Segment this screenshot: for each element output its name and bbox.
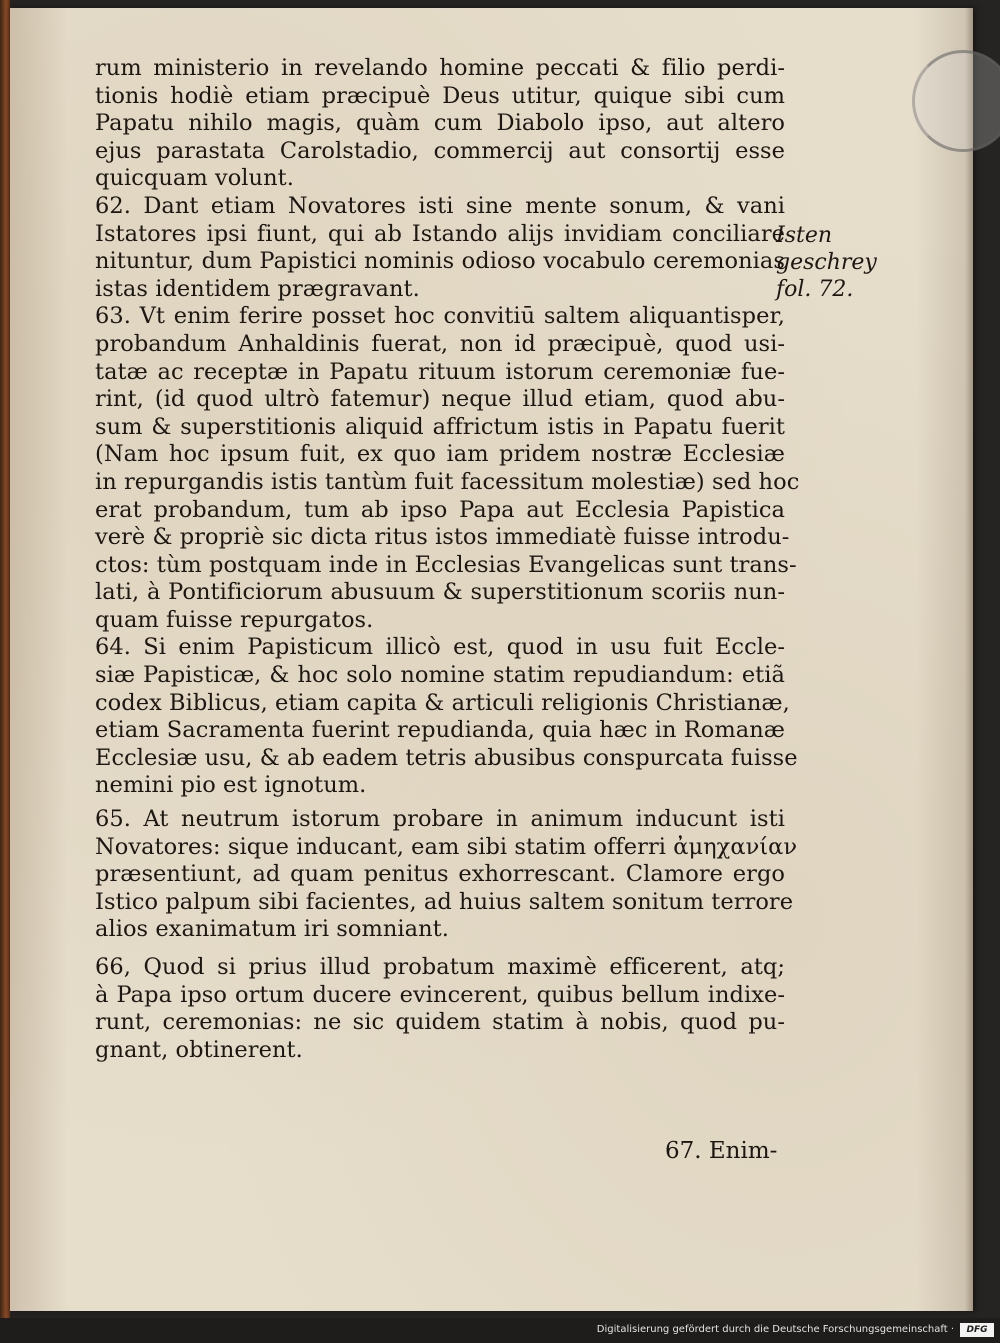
page-edge [965,8,973,1311]
text-line: quam fuisse repurgatos. [95,606,374,633]
paragraph-65 [95,806,798,944]
marginal-note-line: fol. 72. [776,277,854,302]
paragraph-66 [95,954,785,1064]
text-line: Istico palpum sibi facientes, ad huius saltem sonitum terrore [95,888,794,915]
text-line: 62. Dant etiam Novatores isti sine mente sonum, & vani [95,192,785,219]
text-line: siæ Papisticæ, & hoc solo nomine statim repudiandum: etiã [95,662,785,689]
text-line: tatæ ac receptæ in Papatu rituum istorum ceremoniæ fue- [95,358,785,385]
text-line: Ecclesiæ usu, & ab eadem tetris abusibus conspurcata fuisse [95,744,798,771]
binding-gutter [0,0,10,1318]
text-line: 66, Quod si prius illud probatum maximè efficerent, atq; [95,954,785,980]
dfg-logo-icon: DFG [960,1323,994,1337]
paragraph-64 [95,634,798,800]
text-line: Novatores: sique inducant, eam sibi statim offerri ἀμηχανίαν [95,833,798,860]
text-line: (Nam hoc ipsum fuit, ex quo iam pridem nostræ Ecclesiæ [95,441,785,468]
footer-bar [0,1318,1000,1343]
text-line: istas identidem prægravant. [95,275,420,302]
funding-credit: Digitalisierung gefördert durch die Deutsche Forschungsgemeinschaft · [596,1324,954,1335]
marginal-note-line: geschrey [776,250,877,275]
text-line: 65. At neutrum istorum probare in animum inducunt isti [95,806,785,833]
text-line: quicquam volunt. [95,165,294,192]
marginal-note [776,222,876,303]
text-line: runt, ceremonias: ne sic quidem statim à nobis, quod pu- [95,1009,785,1036]
text-line: erat probandum, tum ab ipso Papa aut Ecclesia Papistica [95,496,785,523]
text-line: præsentiunt, ad quam penitus exhorrescant. Clamore ergo [95,861,785,888]
text-line: ejus parastata Carolstadio, commercij aut consortij esse [95,137,785,164]
text-line: lati, à Pontificiorum abusuum & superstitionum scoriis nun- [95,579,785,606]
paragraph-63 [95,303,800,634]
text-line: verè & propriè sic dicta ritus istos immediatè fuisse introdu- [95,524,790,551]
text-line: in repurgandis istis tantùm fuit facessitum molestiæ) sed hoc [95,468,800,495]
text-line: sum & superstitionis aliquid affrictum istis in Papatu fuerit [95,413,785,440]
paragraph-62 [95,193,785,303]
catchword: 67. Enim- [665,1138,778,1164]
text-line: alios exanimatum iri somniant. [95,916,449,943]
marginal-note-line: Isten [776,223,833,248]
text-line: codex Biblicus, etiam capita & articuli religionis Christianæ, [95,689,790,716]
text-line: Istatores ipsi fiunt, qui ab Istando alijs invidiam conciliare [95,220,785,247]
text-line: Papatu nihilo magis, quàm cum Diabolo ipso, aut altero [95,110,785,137]
page-text [95,55,800,1064]
text-line: nituntur, dum Papistici nominis odioso vocabulo ceremonias [95,248,785,275]
paragraph-continuation [95,55,785,193]
text-line: 64. Si enim Papisticum illicò est, quod in usu fuit Eccle- [95,634,785,661]
text-line: rum ministerio in revelando homine peccati & filio perdi- [95,55,785,81]
text-line: gnant, obtinerent. [95,1036,303,1063]
text-line: 63. Vt enim ferire posset hoc convitiū saltem aliquantisper, [95,303,785,330]
text-line: tionis hodiè etiam præcipuè Deus utitur, quique sibi cum [95,82,785,109]
text-line: etiam Sacramenta fuerint repudianda, quia hæc in Romanæ [95,717,785,744]
text-line: ctos: tùm postquam inde in Ecclesias Evangelicas sunt trans- [95,551,797,578]
text-line: probandum Anhaldinis fuerat, non id præcipuè, quod usi- [95,330,785,357]
text-line: nemini pio est ignotum. [95,772,367,799]
text-line: à Papa ipso ortum ducere evincerent, quibus bellum indixe- [95,981,785,1008]
text-line: rint, (id quod ultrò fatemur) neque illud etiam, quod abu- [95,386,785,413]
